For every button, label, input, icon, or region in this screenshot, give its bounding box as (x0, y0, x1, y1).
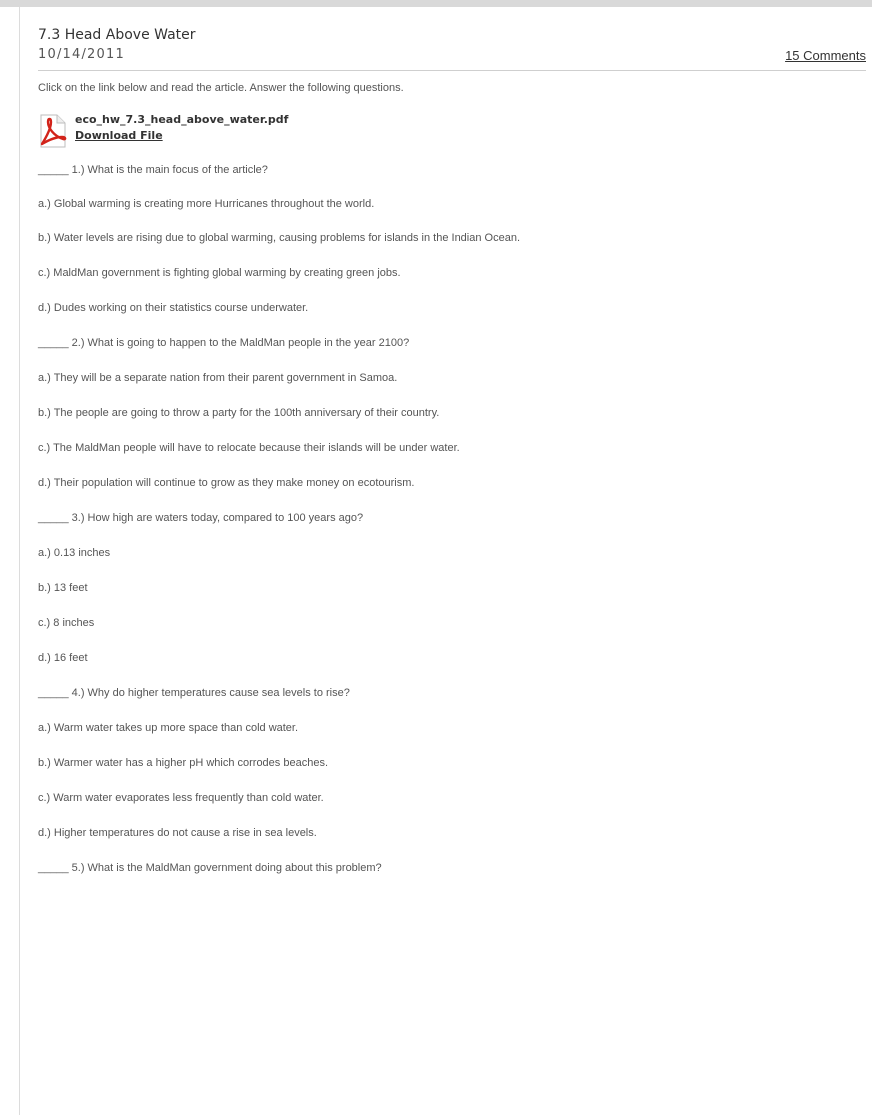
pdf-icon[interactable] (38, 114, 68, 148)
answer-4a: a.) Warm water takes up more space than cold water. (38, 722, 299, 734)
answer-2d: d.) Their population will continue to grow as they make money on ecotourism. (38, 477, 415, 489)
question-3: _____ 3.) How high are waters today, compared to 100 years ago? (38, 512, 364, 524)
answer-2a: a.) They will be a separate nation from their parent government in Samoa. (38, 372, 398, 384)
intro-text: Click on the link below and read the article. Answer the following questions. (38, 82, 404, 94)
answer-1c: c.) MaldMan government is fighting global warming by creating green jobs. (38, 267, 401, 279)
answer-4b: b.) Warmer water has a higher pH which corrodes beaches. (38, 757, 328, 769)
answer-3a: a.) 0.13 inches (38, 547, 111, 559)
file-attachment (38, 111, 338, 151)
question-4: _____ 4.) Why do higher temperatures cause sea levels to rise? (38, 687, 350, 699)
post-title: 7.3 Head Above Water (38, 27, 196, 43)
question-5: _____ 5.) What is the MaldMan government doing about this problem? (38, 862, 382, 874)
answer-3c: c.) 8 inches (38, 617, 95, 629)
post-date: 10/14/2011 (38, 47, 125, 62)
comments-link[interactable]: 15 Comments (785, 48, 866, 63)
answer-3d: d.) 16 feet (38, 652, 88, 664)
title-divider (38, 70, 866, 71)
download-file-link[interactable]: Download File (75, 129, 163, 142)
file-name: eco_hw_7.3_head_above_water.pdf (75, 113, 289, 126)
left-border (19, 7, 20, 1115)
answer-4c: c.) Warm water evaporates less frequently than cold water. (38, 792, 324, 804)
question-1: _____ 1.) What is the main focus of the article? (38, 164, 268, 176)
answer-4d: d.) Higher temperatures do not cause a rise in sea levels. (38, 827, 317, 839)
answer-2b: b.) The people are going to throw a party for the 100th anniversary of their country. (38, 407, 440, 419)
answer-3b: b.) 13 feet (38, 582, 88, 594)
answer-1d: d.) Dudes working on their statistics course underwater. (38, 302, 309, 314)
top-border (0, 0, 872, 7)
question-2: _____ 2.) What is going to happen to the MaldMan people in the year 2100? (38, 337, 410, 349)
answer-1b: b.) Water levels are rising due to global warming, causing problems for islands in the Indian Ocean. (38, 232, 521, 244)
answer-2c: c.) The MaldMan people will have to relocate because their islands will be under water. (38, 442, 460, 454)
answer-1a: a.) Global warming is creating more Hurricanes throughout the world. (38, 198, 375, 210)
